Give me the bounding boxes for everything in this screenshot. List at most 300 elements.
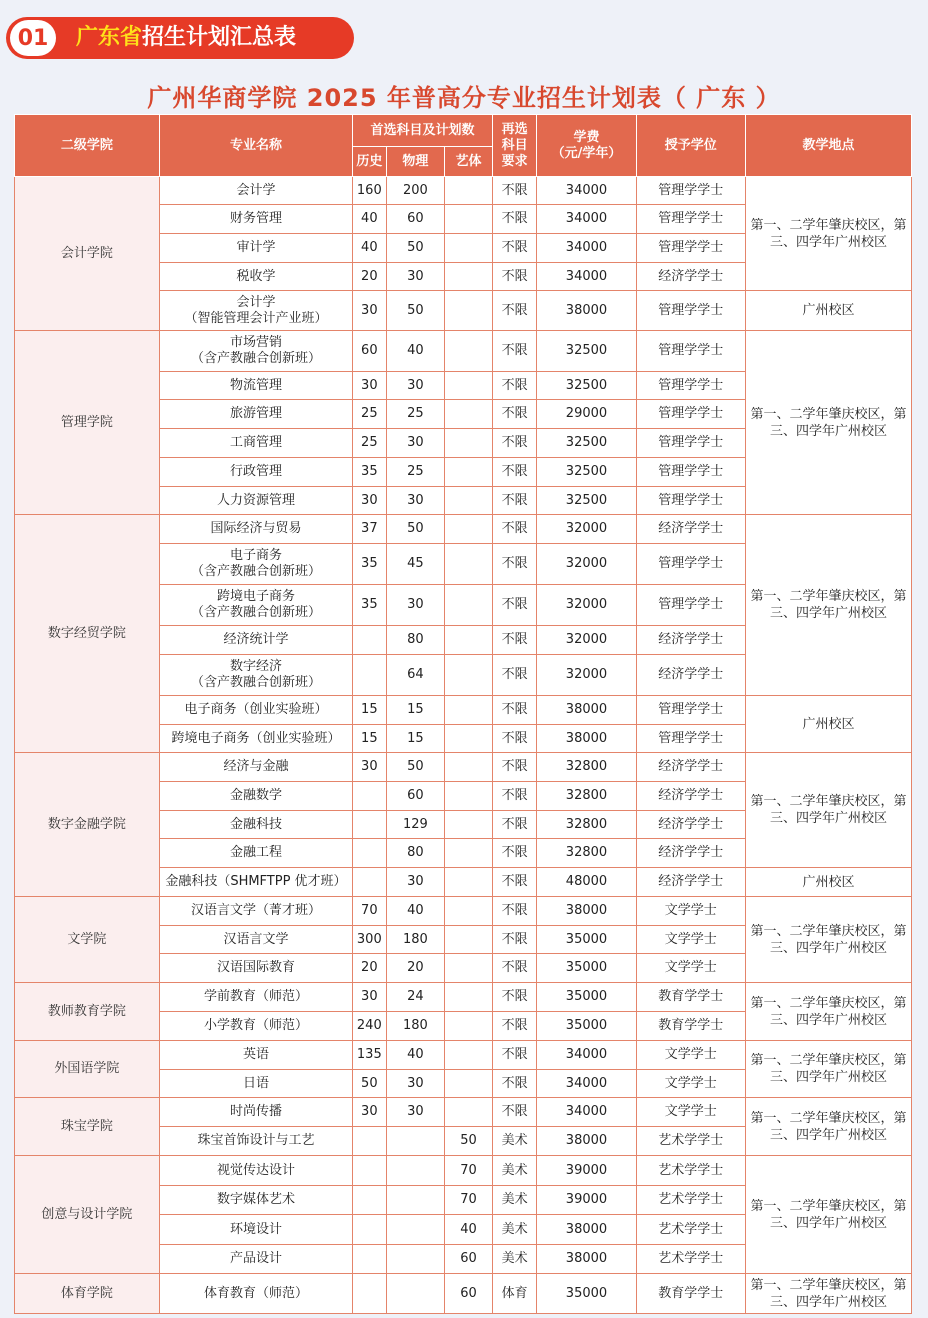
tuition-fee: 38000 bbox=[537, 291, 636, 331]
major-name-cell bbox=[159, 585, 352, 626]
header-tuition bbox=[537, 115, 636, 177]
tuition-fee: 32800 bbox=[537, 839, 636, 868]
tuition-fee: 32000 bbox=[537, 544, 636, 585]
major-subtitle: （含产教融合创新班） bbox=[190, 675, 321, 690]
reselect-requirement: 不限 bbox=[492, 1098, 537, 1127]
history-quota: 35 bbox=[353, 585, 386, 626]
reselect-requirement: 美术 bbox=[492, 1127, 537, 1156]
physics-quota: 40 bbox=[386, 897, 445, 926]
degree: 管理学学士 bbox=[636, 458, 745, 487]
reselect-requirement: 不限 bbox=[492, 811, 537, 839]
tuition-fee: 38000 bbox=[537, 1245, 636, 1274]
degree: 文学学士 bbox=[636, 1098, 745, 1127]
header-reselect-line3: 要求 bbox=[501, 153, 528, 169]
degree: 经济学学士 bbox=[636, 782, 745, 811]
teaching-location: 广州校区 bbox=[745, 868, 911, 897]
physics-quota: 60 bbox=[386, 782, 445, 811]
table-row bbox=[15, 515, 912, 544]
header-degree: 授予学位 bbox=[636, 115, 745, 177]
major-name-cell bbox=[159, 1274, 352, 1314]
table-row bbox=[15, 1156, 912, 1186]
tuition-fee: 32000 bbox=[537, 626, 636, 655]
tuition-fee: 32500 bbox=[537, 331, 636, 372]
art-quota bbox=[445, 1098, 493, 1127]
history-quota: 35 bbox=[353, 544, 386, 585]
history-quota: 15 bbox=[353, 725, 386, 753]
degree: 管理学学士 bbox=[636, 331, 745, 372]
major-name: 电子商务（创业实验班） bbox=[184, 702, 328, 717]
degree: 经济学学士 bbox=[636, 753, 745, 782]
major-name-cell bbox=[159, 263, 352, 291]
history-quota bbox=[353, 1274, 386, 1314]
degree: 管理学学士 bbox=[636, 234, 745, 263]
teaching-location: 第一、二学年肇庆校区，第三、四学年广州校区 bbox=[745, 515, 911, 696]
teaching-location: 第一、二学年肇庆校区，第三、四学年广州校区 bbox=[745, 753, 911, 868]
reselect-requirement: 体育 bbox=[492, 1274, 537, 1314]
major-name: 产品设计 bbox=[229, 1251, 282, 1266]
physics-quota: 30 bbox=[386, 1070, 445, 1098]
reselect-requirement: 不限 bbox=[492, 429, 537, 458]
reselect-requirement: 不限 bbox=[492, 372, 537, 400]
art-quota bbox=[445, 515, 493, 544]
history-quota bbox=[353, 1245, 386, 1274]
tuition-fee: 32000 bbox=[537, 515, 636, 544]
history-quota bbox=[353, 655, 386, 696]
degree: 艺术学学士 bbox=[636, 1186, 745, 1215]
teaching-location: 第一、二学年肇庆校区，第三、四学年广州校区 bbox=[745, 177, 911, 291]
major-name: 汉语国际教育 bbox=[216, 960, 295, 975]
reselect-requirement: 不限 bbox=[492, 487, 537, 515]
major-name-cell bbox=[159, 400, 352, 429]
major-name: 英语 bbox=[242, 1047, 269, 1062]
table-row bbox=[15, 331, 912, 372]
degree: 管理学学士 bbox=[636, 725, 745, 753]
major-name-cell bbox=[159, 1098, 352, 1127]
history-quota bbox=[353, 1127, 386, 1156]
reselect-requirement: 不限 bbox=[492, 177, 537, 205]
physics-quota: 200 bbox=[386, 177, 445, 205]
reselect-requirement: 美术 bbox=[492, 1186, 537, 1215]
teaching-location: 广州校区 bbox=[745, 696, 911, 753]
major-name-cell bbox=[159, 626, 352, 655]
physics-quota bbox=[386, 1186, 445, 1215]
history-quota: 30 bbox=[353, 487, 386, 515]
header-major: 专业名称 bbox=[159, 115, 352, 177]
art-quota bbox=[445, 1070, 493, 1098]
art-quota bbox=[445, 1012, 493, 1041]
reselect-requirement: 不限 bbox=[492, 655, 537, 696]
degree: 文学学士 bbox=[636, 1041, 745, 1070]
major-name: 市场营销 bbox=[229, 335, 282, 350]
reselect-requirement: 不限 bbox=[492, 868, 537, 897]
teaching-location: 第一、二学年肇庆校区，第三、四学年广州校区 bbox=[745, 1098, 911, 1156]
major-name: 跨境电子商务 bbox=[216, 589, 295, 604]
physics-quota: 15 bbox=[386, 696, 445, 725]
major-subtitle: （智能管理会计产业班） bbox=[184, 310, 328, 326]
physics-quota: 30 bbox=[386, 429, 445, 458]
physics-quota: 20 bbox=[386, 954, 445, 983]
reselect-requirement: 不限 bbox=[492, 782, 537, 811]
major-name: 体育教育（师范） bbox=[203, 1285, 308, 1301]
history-quota: 37 bbox=[353, 515, 386, 544]
physics-quota: 64 bbox=[386, 655, 445, 696]
tuition-fee: 35000 bbox=[537, 1274, 636, 1314]
major-subtitle: （含产教融合创新班） bbox=[190, 351, 321, 366]
history-quota: 20 bbox=[353, 954, 386, 983]
art-quota bbox=[445, 400, 493, 429]
reselect-requirement: 不限 bbox=[492, 926, 537, 954]
art-quota bbox=[445, 585, 493, 626]
physics-quota: 180 bbox=[386, 926, 445, 954]
history-quota: 40 bbox=[353, 234, 386, 263]
major-name: 经济统计学 bbox=[223, 632, 289, 647]
tuition-fee: 34000 bbox=[537, 263, 636, 291]
history-quota bbox=[353, 868, 386, 897]
physics-quota: 50 bbox=[386, 234, 445, 263]
tuition-fee: 39000 bbox=[537, 1186, 636, 1215]
major-name-cell bbox=[159, 926, 352, 954]
history-quota: 20 bbox=[353, 263, 386, 291]
history-quota: 40 bbox=[353, 205, 386, 234]
major-name: 税收学 bbox=[236, 268, 276, 284]
college-name: 教师教育学院 bbox=[15, 983, 160, 1041]
physics-quota bbox=[386, 1245, 445, 1274]
tuition-fee: 38000 bbox=[537, 897, 636, 926]
major-name: 经济与金融 bbox=[223, 759, 289, 774]
header-subjects-group: 首选科目及计划数 bbox=[353, 115, 493, 147]
physics-quota: 50 bbox=[386, 515, 445, 544]
degree: 管理学学士 bbox=[636, 205, 745, 234]
college-name: 数字金融学院 bbox=[15, 753, 160, 897]
section-title-highlight: 广东省 bbox=[76, 25, 143, 50]
physics-quota: 30 bbox=[386, 487, 445, 515]
table-row bbox=[15, 177, 912, 205]
section-title bbox=[76, 17, 296, 59]
major-name-cell bbox=[159, 1041, 352, 1070]
history-quota bbox=[353, 1186, 386, 1215]
history-quota: 70 bbox=[353, 897, 386, 926]
tuition-fee: 48000 bbox=[537, 868, 636, 897]
major-name-cell bbox=[159, 696, 352, 725]
major-name: 日语 bbox=[242, 1075, 269, 1091]
major-name-cell bbox=[159, 753, 352, 782]
major-name: 数字经济 bbox=[229, 659, 282, 674]
degree: 经济学学士 bbox=[636, 868, 745, 897]
physics-quota: 25 bbox=[386, 458, 445, 487]
table-row bbox=[15, 1041, 912, 1070]
table-row bbox=[15, 1098, 912, 1127]
major-name-cell bbox=[159, 839, 352, 868]
major-name-cell bbox=[159, 458, 352, 487]
section-number: 01 bbox=[10, 20, 56, 56]
degree: 管理学学士 bbox=[636, 177, 745, 205]
degree: 文学学士 bbox=[636, 926, 745, 954]
art-quota bbox=[445, 544, 493, 585]
history-quota: 30 bbox=[353, 983, 386, 1012]
reselect-requirement: 美术 bbox=[492, 1156, 537, 1186]
teaching-location: 第一、二学年肇庆校区，第三、四学年广州校区 bbox=[745, 1274, 911, 1314]
enrollment-plan-table bbox=[14, 114, 912, 1314]
degree: 教育学学士 bbox=[636, 1274, 745, 1314]
reselect-requirement: 美术 bbox=[492, 1215, 537, 1245]
physics-quota bbox=[386, 1215, 445, 1245]
reselect-requirement: 不限 bbox=[492, 1012, 537, 1041]
tuition-fee: 32500 bbox=[537, 487, 636, 515]
reselect-requirement: 不限 bbox=[492, 696, 537, 725]
college-name: 体育学院 bbox=[15, 1274, 160, 1314]
tuition-fee: 38000 bbox=[537, 1127, 636, 1156]
reselect-requirement: 不限 bbox=[492, 458, 537, 487]
physics-quota: 25 bbox=[386, 400, 445, 429]
header-tuition-line1: 学费 bbox=[573, 129, 600, 145]
degree: 管理学学士 bbox=[636, 487, 745, 515]
art-quota bbox=[445, 1041, 493, 1070]
physics-quota: 15 bbox=[386, 725, 445, 753]
major-name: 小学教育（师范） bbox=[203, 1018, 308, 1033]
major-name: 金融科技（SHMFTPP 优才班） bbox=[165, 874, 347, 889]
physics-quota bbox=[386, 1156, 445, 1186]
table-row bbox=[15, 983, 912, 1012]
document-title: 广州华商学院 2025 年普高分专业招生计划表（ 广东 ） bbox=[147, 84, 781, 112]
history-quota bbox=[353, 782, 386, 811]
major-name: 金融科技 bbox=[229, 816, 282, 832]
degree: 教育学学士 bbox=[636, 983, 745, 1012]
art-quota bbox=[445, 626, 493, 655]
major-name-cell bbox=[159, 782, 352, 811]
major-name-cell bbox=[159, 177, 352, 205]
table-row bbox=[15, 753, 912, 782]
major-name: 财务管理 bbox=[229, 211, 282, 226]
reselect-requirement: 不限 bbox=[492, 585, 537, 626]
major-name-cell bbox=[159, 234, 352, 263]
physics-quota: 30 bbox=[386, 868, 445, 897]
tuition-fee: 34000 bbox=[537, 177, 636, 205]
header-reselect-line1: 再选 bbox=[501, 121, 528, 137]
history-quota: 240 bbox=[353, 1012, 386, 1041]
degree: 经济学学士 bbox=[636, 655, 745, 696]
major-name: 时尚传播 bbox=[229, 1104, 282, 1119]
degree: 艺术学学士 bbox=[636, 1215, 745, 1245]
major-name: 审计学 bbox=[236, 240, 276, 255]
college-name: 珠宝学院 bbox=[15, 1098, 160, 1156]
major-name-cell bbox=[159, 868, 352, 897]
major-name-cell bbox=[159, 331, 352, 372]
college-name: 数字经贸学院 bbox=[15, 515, 160, 753]
history-quota: 25 bbox=[353, 429, 386, 458]
section-title-rest: 招生计划汇总表 bbox=[142, 25, 297, 50]
teaching-location: 第一、二学年肇庆校区，第三、四学年广州校区 bbox=[745, 897, 911, 983]
art-quota bbox=[445, 487, 493, 515]
degree: 文学学士 bbox=[636, 954, 745, 983]
physics-quota: 60 bbox=[386, 205, 445, 234]
major-name: 工商管理 bbox=[229, 435, 282, 450]
teaching-location: 广州校区 bbox=[745, 291, 911, 331]
reselect-requirement: 不限 bbox=[492, 1041, 537, 1070]
art-quota: 60 bbox=[445, 1245, 493, 1274]
header-history: 历史 bbox=[353, 147, 386, 177]
history-quota: 15 bbox=[353, 696, 386, 725]
degree: 管理学学士 bbox=[636, 372, 745, 400]
major-name: 国际经济与贸易 bbox=[210, 521, 302, 536]
history-quota: 160 bbox=[353, 177, 386, 205]
history-quota: 30 bbox=[353, 753, 386, 782]
history-quota: 30 bbox=[353, 1098, 386, 1127]
tuition-fee: 38000 bbox=[537, 1215, 636, 1245]
degree: 管理学学士 bbox=[636, 400, 745, 429]
tuition-fee: 35000 bbox=[537, 926, 636, 954]
major-name-cell bbox=[159, 544, 352, 585]
reselect-requirement: 不限 bbox=[492, 234, 537, 263]
physics-quota: 80 bbox=[386, 626, 445, 655]
table-row bbox=[15, 1274, 912, 1314]
degree: 管理学学士 bbox=[636, 544, 745, 585]
art-quota bbox=[445, 696, 493, 725]
physics-quota: 30 bbox=[386, 263, 445, 291]
tuition-fee: 32800 bbox=[537, 753, 636, 782]
major-name-cell bbox=[159, 1127, 352, 1156]
tuition-fee: 35000 bbox=[537, 954, 636, 983]
art-quota bbox=[445, 655, 493, 696]
major-name-cell bbox=[159, 1070, 352, 1098]
teaching-location: 第一、二学年肇庆校区，第三、四学年广州校区 bbox=[745, 331, 911, 515]
major-name: 珠宝首饰设计与工艺 bbox=[197, 1133, 315, 1148]
degree: 艺术学学士 bbox=[636, 1156, 745, 1186]
major-name: 金融数学 bbox=[229, 788, 282, 803]
major-name-cell bbox=[159, 1245, 352, 1274]
major-name-cell bbox=[159, 291, 352, 331]
header-art: 艺体 bbox=[445, 147, 493, 177]
art-quota: 50 bbox=[445, 1127, 493, 1156]
art-quota: 60 bbox=[445, 1274, 493, 1314]
reselect-requirement: 不限 bbox=[492, 725, 537, 753]
art-quota bbox=[445, 868, 493, 897]
header-college: 二级学院 bbox=[15, 115, 160, 177]
table-row bbox=[15, 897, 912, 926]
tuition-fee: 38000 bbox=[537, 725, 636, 753]
degree: 经济学学士 bbox=[636, 811, 745, 839]
major-name: 会计学 bbox=[236, 182, 276, 198]
degree: 经济学学士 bbox=[636, 839, 745, 868]
reselect-requirement: 不限 bbox=[492, 954, 537, 983]
reselect-requirement: 不限 bbox=[492, 897, 537, 926]
history-quota bbox=[353, 1215, 386, 1245]
art-quota bbox=[445, 839, 493, 868]
college-name: 外国语学院 bbox=[15, 1041, 160, 1098]
college-name: 文学院 bbox=[15, 897, 160, 983]
major-name: 视觉传达设计 bbox=[216, 1162, 295, 1178]
major-name-cell bbox=[159, 487, 352, 515]
physics-quota: 30 bbox=[386, 585, 445, 626]
art-quota bbox=[445, 429, 493, 458]
major-name: 人力资源管理 bbox=[216, 492, 295, 508]
major-name: 金融工程 bbox=[229, 845, 282, 860]
table-body bbox=[15, 177, 912, 1314]
art-quota bbox=[445, 954, 493, 983]
physics-quota bbox=[386, 1274, 445, 1314]
major-name: 环境设计 bbox=[229, 1221, 282, 1237]
degree: 管理学学士 bbox=[636, 696, 745, 725]
tuition-fee: 32000 bbox=[537, 655, 636, 696]
reselect-requirement: 不限 bbox=[492, 983, 537, 1012]
reselect-requirement: 美术 bbox=[492, 1245, 537, 1274]
header-reselect-line2: 科目 bbox=[501, 137, 528, 153]
major-name: 跨境电子商务（创业实验班） bbox=[171, 730, 341, 746]
degree: 教育学学士 bbox=[636, 1012, 745, 1041]
art-quota bbox=[445, 291, 493, 331]
tuition-fee: 34000 bbox=[537, 1070, 636, 1098]
major-name: 数字媒体艺术 bbox=[216, 1192, 295, 1207]
reselect-requirement: 不限 bbox=[492, 839, 537, 868]
tuition-fee: 32500 bbox=[537, 429, 636, 458]
art-quota bbox=[445, 926, 493, 954]
art-quota: 70 bbox=[445, 1186, 493, 1215]
tuition-fee: 38000 bbox=[537, 696, 636, 725]
major-name-cell bbox=[159, 205, 352, 234]
college-name: 创意与设计学院 bbox=[15, 1156, 160, 1274]
reselect-requirement: 不限 bbox=[492, 400, 537, 429]
major-subtitle: （含产教融合创新班） bbox=[190, 564, 321, 579]
history-quota bbox=[353, 626, 386, 655]
major-subtitle: （含产教融合创新班） bbox=[190, 605, 321, 620]
college-name: 会计学院 bbox=[15, 177, 160, 331]
degree: 管理学学士 bbox=[636, 291, 745, 331]
physics-quota: 40 bbox=[386, 331, 445, 372]
major-name-cell bbox=[159, 1186, 352, 1215]
teaching-location: 第一、二学年肇庆校区，第三、四学年广州校区 bbox=[745, 1156, 911, 1274]
reselect-requirement: 不限 bbox=[492, 291, 537, 331]
degree: 经济学学士 bbox=[636, 626, 745, 655]
physics-quota: 50 bbox=[386, 291, 445, 331]
reselect-requirement: 不限 bbox=[492, 331, 537, 372]
teaching-location: 第一、二学年肇庆校区，第三、四学年广州校区 bbox=[745, 1041, 911, 1098]
art-quota bbox=[445, 897, 493, 926]
physics-quota: 40 bbox=[386, 1041, 445, 1070]
reselect-requirement: 不限 bbox=[492, 544, 537, 585]
history-quota bbox=[353, 811, 386, 839]
physics-quota: 129 bbox=[386, 811, 445, 839]
tuition-fee: 32500 bbox=[537, 372, 636, 400]
physics-quota: 80 bbox=[386, 839, 445, 868]
tuition-fee: 35000 bbox=[537, 983, 636, 1012]
major-name: 会计学 bbox=[236, 294, 276, 310]
teaching-location: 第一、二学年肇庆校区，第三、四学年广州校区 bbox=[745, 983, 911, 1041]
tuition-fee: 32800 bbox=[537, 811, 636, 839]
physics-quota: 180 bbox=[386, 1012, 445, 1041]
physics-quota: 30 bbox=[386, 372, 445, 400]
reselect-requirement: 不限 bbox=[492, 263, 537, 291]
art-quota bbox=[445, 234, 493, 263]
section-badge bbox=[6, 17, 354, 59]
major-name: 旅游管理 bbox=[229, 406, 282, 421]
header-reselect bbox=[492, 115, 537, 177]
history-quota: 50 bbox=[353, 1070, 386, 1098]
history-quota: 25 bbox=[353, 400, 386, 429]
degree: 文学学士 bbox=[636, 897, 745, 926]
major-name: 汉语言文学（菁才班） bbox=[190, 903, 321, 918]
art-quota bbox=[445, 753, 493, 782]
tuition-fee: 34000 bbox=[537, 1098, 636, 1127]
art-quota: 70 bbox=[445, 1156, 493, 1186]
major-name-cell bbox=[159, 1156, 352, 1186]
header-physics: 物理 bbox=[386, 147, 445, 177]
art-quota bbox=[445, 372, 493, 400]
major-name: 汉语言文学 bbox=[223, 931, 289, 947]
header-tuition-line2: （元/学年） bbox=[551, 145, 622, 161]
major-name: 物流管理 bbox=[229, 377, 282, 393]
reselect-requirement: 不限 bbox=[492, 1070, 537, 1098]
tuition-fee: 34000 bbox=[537, 1041, 636, 1070]
major-name-cell bbox=[159, 372, 352, 400]
